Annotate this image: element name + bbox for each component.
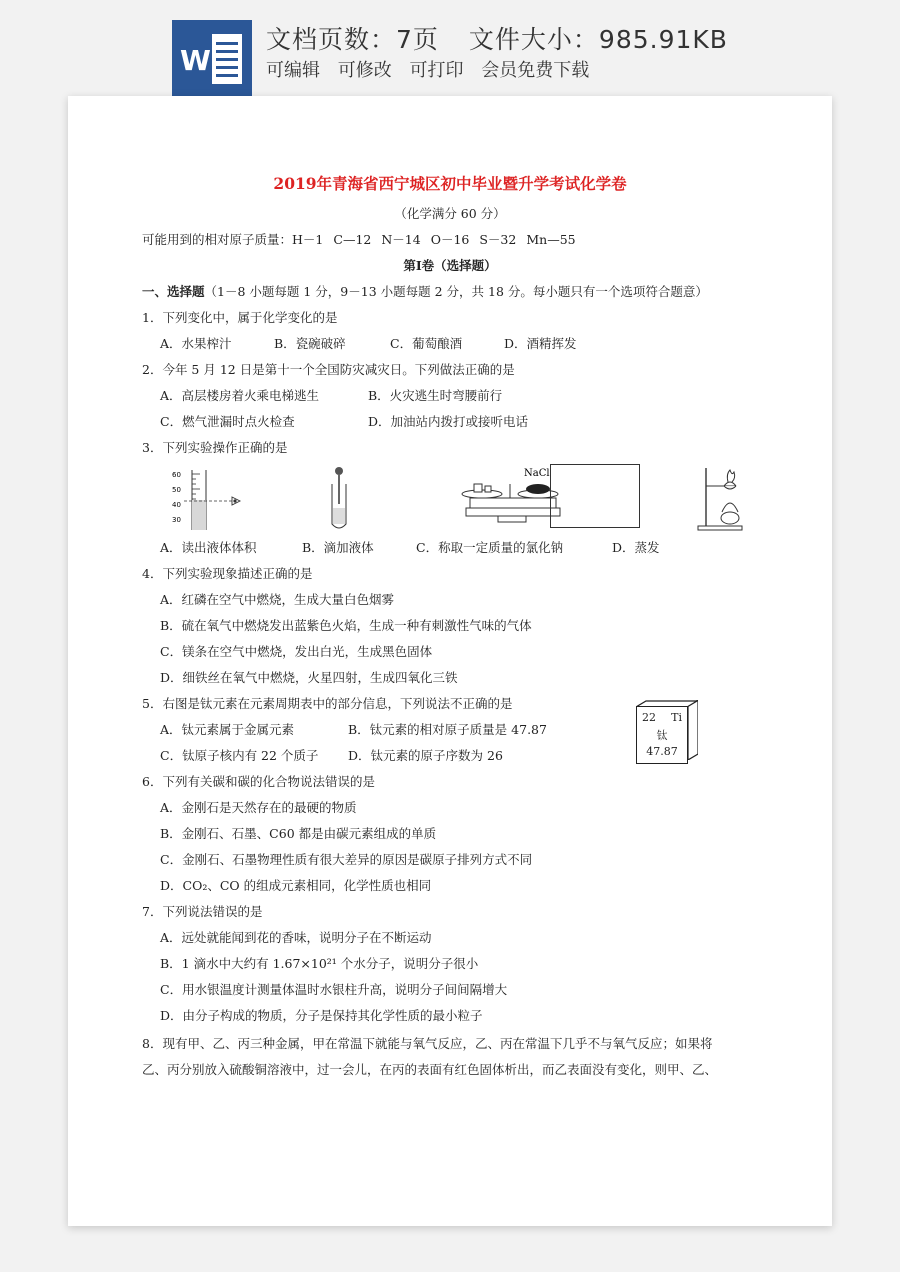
section-title: 第Ⅰ卷（选择题）: [403, 258, 497, 273]
question-6-option-d: D．CO₂、CO 的组成元素相同，化学性质也相同: [160, 878, 432, 893]
question-5-stem: 5．右图是钛元素在元素周期表中的部分信息，下列说法不正确的是: [142, 696, 513, 711]
part-heading: [142, 282, 708, 300]
question-2-option-c: C．燃气泄漏时点火检查: [160, 414, 295, 429]
question-2-option-b: B．火灾逃生时弯腰前行: [368, 388, 503, 403]
question-2-option-d: D．加油站内拨打或接听电话: [368, 414, 529, 429]
question-1-option-d: D．酒精挥发: [504, 336, 577, 351]
cylinder-tick-40: 40: [172, 501, 181, 509]
exam-paper-page: [68, 96, 832, 1226]
question-1-stem: 1．下列变化中，属于化学变化的是: [142, 310, 338, 325]
question-3-option-a: A．读出液体体积: [160, 540, 257, 555]
cylinder-tick-30: 30: [172, 516, 181, 524]
dropper-tube-figure: [324, 466, 354, 532]
atomic-mass-item: H－1: [292, 232, 324, 247]
question-3-option-d: D．蒸发: [612, 540, 660, 555]
question-2-option-a: A．高层楼房着火乘电梯逃生: [160, 388, 320, 403]
cylinder-tick-60: 60: [172, 471, 181, 479]
question-4-option-a: A．红磷在空气中燃烧，生成大量白色烟雾: [160, 592, 395, 607]
question-6-option-a: A．金刚石是天然存在的最硬的物质: [160, 800, 357, 815]
question-6-stem: 6．下列有关碳和碳的化合物说法错误的是: [142, 774, 375, 789]
feature-modifiable: 可修改: [337, 60, 392, 81]
word-document-icon: [172, 20, 252, 96]
question-8-line-1: 8．现有甲、乙、丙三种金属，甲在常温下就能与氧气反应，乙、丙在常温下几乎不与氧气反应；如果将: [142, 1036, 713, 1051]
atomic-masses: [142, 230, 586, 248]
question-8-line-2: 乙、丙分别放入硫酸铜溶液中，过一会儿，在丙的表面有红色固体析出，而乙表面没有变化，则甲、乙、: [142, 1062, 718, 1077]
question-4-stem: 4．下列实验现象描述正确的是: [142, 566, 313, 581]
cylinder-tick-50: 50: [172, 486, 181, 494]
exam-subtitle: （化学满分 60 分）: [394, 206, 506, 221]
element-name: 钛: [656, 729, 668, 742]
document-info-banner: [0, 0, 900, 96]
question-6-option-b: B．金刚石、石墨、C60 都是由碳元素组成的单质: [160, 826, 437, 841]
question-7-option-b: B．1 滴水中大约有 1.67×10²¹ 个水分子，说明分子很小: [160, 956, 479, 971]
atomic-mass-item: O－16: [430, 232, 470, 247]
question-7-option-c: C．用水银温度计测量体温时水银柱升高，说明分子间间隔增大: [160, 982, 508, 997]
question-4-option-b: B．硫在氧气中燃烧发出蓝紫色火焰，生成一种有刺激性气味的气体: [160, 618, 532, 633]
question-1-option-c: C．葡萄酿酒: [390, 336, 463, 351]
feature-editable: 可编辑: [266, 60, 320, 81]
part-description: （1－8 小题每题 1 分，9－13 小题每题 2 分，共 18 分。每小题只有一个选项符合题意）: [204, 284, 708, 299]
question-3-option-c: C．称取一定质量的氯化钠: [416, 540, 564, 555]
nacl-label: NaCl: [524, 468, 550, 479]
question-4-option-d: D．细铁丝在氧气中燃烧，火星四射，生成四氧化三铁: [160, 670, 458, 685]
page-count: 文档页数：7页: [266, 25, 439, 54]
question-5-option-b: B．钛元素的相对原子质量是 47.87: [348, 722, 547, 737]
question-1-option-a: A．水果榨汁: [160, 336, 232, 351]
element-cell-3d-side: [688, 700, 698, 760]
question-4-option-c: C．镁条在空气中燃烧，发出白光，生成黑色固体: [160, 644, 433, 659]
question-3-stem: 3．下列实验操作正确的是: [142, 440, 288, 455]
atomic-mass: 47.87: [646, 745, 678, 758]
question-7-option-a: A．远处就能闻到花的香味，说明分子在不断运动: [160, 930, 432, 945]
question-3-option-b: B．滴加液体: [302, 540, 374, 555]
graduated-cylinder-figure: [170, 468, 250, 532]
question-1-option-b: B．瓷碗破碎: [274, 336, 346, 351]
part-title: 一、选择题: [142, 284, 205, 299]
question-5-option-d: D．钛元素的原子序数为 26: [348, 748, 503, 763]
atomic-number: 22: [642, 711, 656, 724]
feature-printable: 可打印: [409, 60, 464, 81]
atomic-mass-item: Mn—55: [526, 232, 576, 247]
document-features: [266, 56, 601, 82]
exam-title: 2019年青海省西宁城区初中毕业暨升学考试化学卷: [273, 174, 627, 193]
atomic-mass-item: S－32: [479, 232, 517, 247]
question-7-stem: 7．下列说法错误的是: [142, 904, 263, 919]
atomic-mass-item: N－14: [381, 232, 421, 247]
question-2-stem: 2．今年 5 月 12 日是第十一个全国防灾减灾日。下列做法正确的是: [142, 362, 515, 377]
atomic-mass-item: C—12: [333, 232, 372, 247]
titanium-element-cell: [636, 706, 688, 764]
document-meta: [266, 20, 728, 56]
evaporation-setup-figure: [694, 464, 750, 532]
question-7-option-d: D．由分子构成的物质，分子是保持其化学性质的最小粒子: [160, 1008, 483, 1023]
question-5-option-a: A．钛元素属于金属元素: [160, 722, 295, 737]
svg-text:W: W: [180, 44, 211, 77]
file-size: 文件大小：985.91KB: [468, 25, 728, 54]
atomic-masses-label: 可能用到的相对原子质量：: [142, 232, 293, 247]
question-5-option-c: C．钛原子核内有 22 个质子: [160, 748, 319, 763]
blank-answer-box: [550, 464, 640, 528]
element-symbol: Ti: [671, 711, 682, 724]
feature-member-download: 会员免费下载: [481, 60, 590, 81]
question-6-option-c: C．金刚石、石墨物理性质有很大差异的原因是碳原子排列方式不同: [160, 852, 533, 867]
